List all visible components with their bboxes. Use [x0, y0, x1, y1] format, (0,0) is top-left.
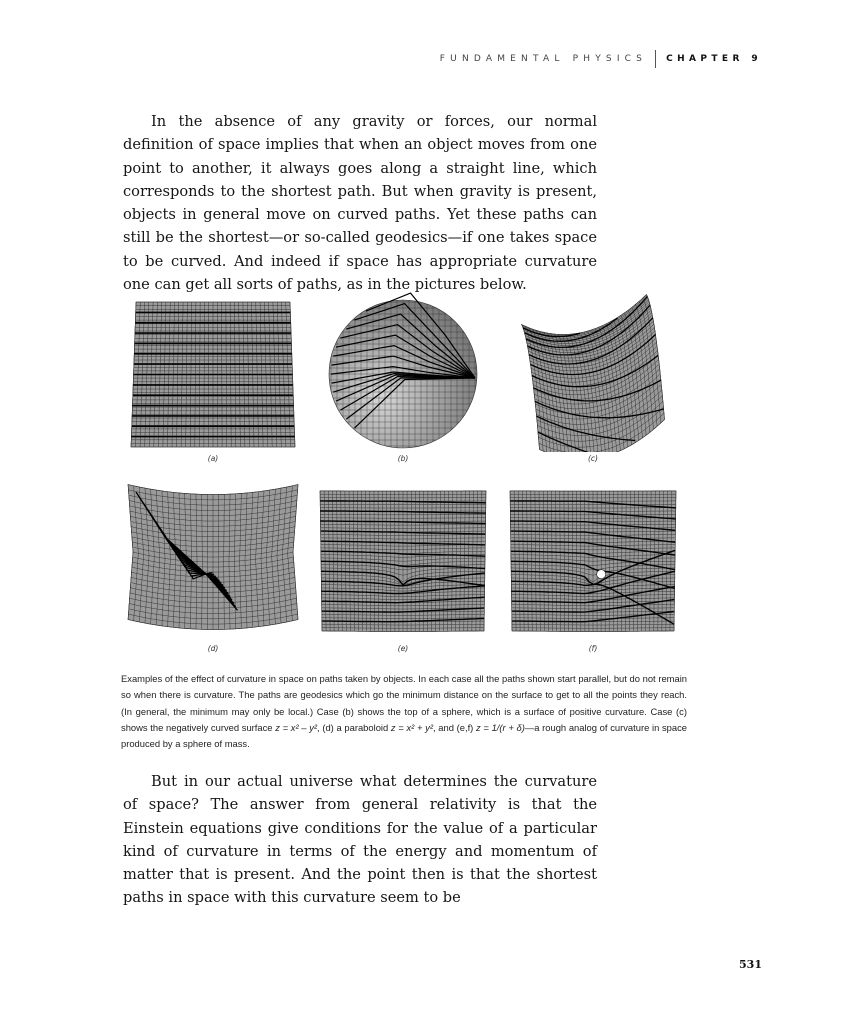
running-head	[440, 50, 762, 68]
sphere-surface	[308, 292, 498, 452]
figure-panel-f	[498, 482, 688, 662]
caption-text-4: —a rough analog of curvature in space produced by a sphere of mass.	[121, 721, 688, 750]
mass-sphere-marker	[597, 570, 606, 579]
caption-text-2: , (d) a paraboloid	[317, 721, 391, 733]
caption-math-saddle: z = x² – y²	[275, 721, 318, 733]
panel-label-d: (d)	[207, 644, 219, 653]
caption-text-3: , and (e,f)	[432, 721, 477, 733]
mass-dimple-surface-deflection	[498, 482, 688, 642]
panel-label-b: (b)	[397, 454, 409, 463]
figure-panel-a	[118, 292, 308, 472]
figure-caption	[121, 671, 687, 752]
caption-text-1: Examples of the effect of curvature in space on paths taken by objects. In each case all the paths shown start parallel, but do not remain so when there is curvature. The paths are geodesics which go the minimum distance on the surface to get to all the points they reach. (In general, the minimum may only be local.) Case (b) shows the top of a sphere, which is a surface of positive curvature. Case (c) shows the negatively curved surface	[121, 673, 687, 733]
mass-dimple-surface	[308, 482, 498, 642]
panel-label-f: (f)	[588, 644, 598, 653]
caption-math-paraboloid: z = x² + y²	[390, 721, 433, 733]
body-paragraph-2: But in our actual universe what determines the curvature of space? The answer from general relativity is that the Einstein equations give conditions for the value of a particular kind of curvature in terms of the energy and momentum of matter that is present. And the point then is that the shortest paths in space with this curvature seem to be	[123, 773, 597, 907]
flat-plane-surface	[118, 292, 308, 452]
paraboloid-surface	[118, 482, 308, 642]
panel-label-e: (e)	[397, 644, 409, 653]
panel-label-c: (c)	[588, 454, 598, 463]
figure-panel-b	[308, 292, 498, 472]
running-head-divider	[655, 50, 656, 68]
panel-label-a: (a)	[207, 454, 219, 463]
saddle-surface	[498, 292, 688, 452]
running-head-section: FUNDAMENTAL PHYSICS	[439, 54, 648, 64]
body-paragraph-1: In the absence of any gravity or forces, our normal definition of space implies that when an object moves from one point to another, it always goes along a straight line, which corresponds to the shortest path. But when gravity is present, objects in general move on curved paths. Yet these paths can still be the shortest—or so-called geodesics—if one takes space to be curved. And indeed if space has appropriate curvature one can get all sorts of paths, as in the pictures below.	[123, 113, 597, 294]
figure-curvature-examples	[118, 292, 698, 652]
figure-panel-e	[308, 482, 498, 662]
figure-panel-c	[498, 292, 688, 472]
caption-math-mass: z = 1/(r + δ)	[476, 721, 525, 733]
page-number: 531	[739, 958, 762, 971]
running-head-chapter: CHAPTER 9	[666, 54, 762, 64]
figure-panel-d	[118, 482, 308, 662]
